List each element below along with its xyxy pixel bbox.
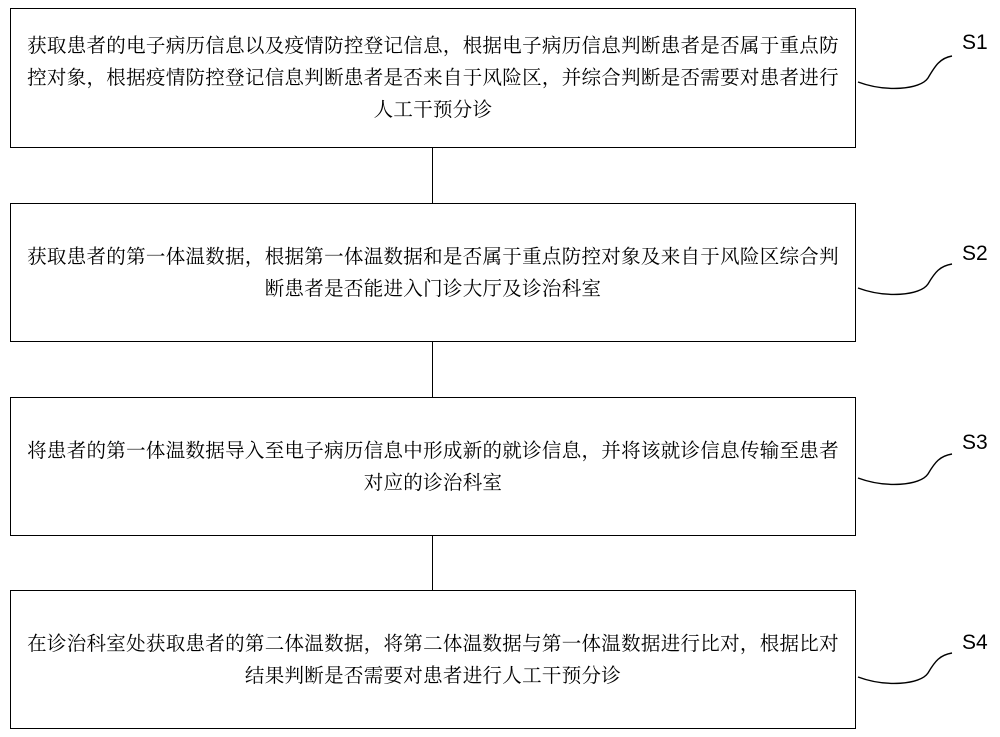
- step-label-s1: S1: [962, 31, 988, 54]
- step-label-s4: S4: [962, 631, 988, 654]
- leader-line-s3: [858, 454, 952, 484]
- step-label-s3: S3: [962, 431, 988, 454]
- leader-line-s2: [858, 264, 952, 294]
- step-text-s2: 获取患者的第一体温数据，根据第一体温数据和是否属于重点防控对象及来自于风险区综合判断患者是否能进入门诊大厅及诊治科室: [27, 244, 839, 300]
- step-label-s2: S2: [962, 242, 988, 265]
- step-text-s3: 将患者的第一体温数据导入至电子病历信息中形成新的就诊信息，并将该就诊信息传输至患者对应的诊治科室: [27, 438, 839, 494]
- step-text-s4: 在诊治科室处获取患者的第二体温数据，将第二体温数据与第一体温数据进行比对，根据比对结果判断是否需要对患者进行人工干预分诊: [27, 631, 839, 687]
- leader-line-s4: [858, 653, 952, 683]
- step-text-s1: 获取患者的电子病历信息以及疫情防控登记信息，根据电子病历信息判断患者是否属于重点防控对象，根据疫情防控登记信息判断患者是否来自于风险区，并综合判断是否需要对患者进行人工干预分诊: [27, 34, 839, 121]
- leader-line-s1: [858, 56, 952, 88]
